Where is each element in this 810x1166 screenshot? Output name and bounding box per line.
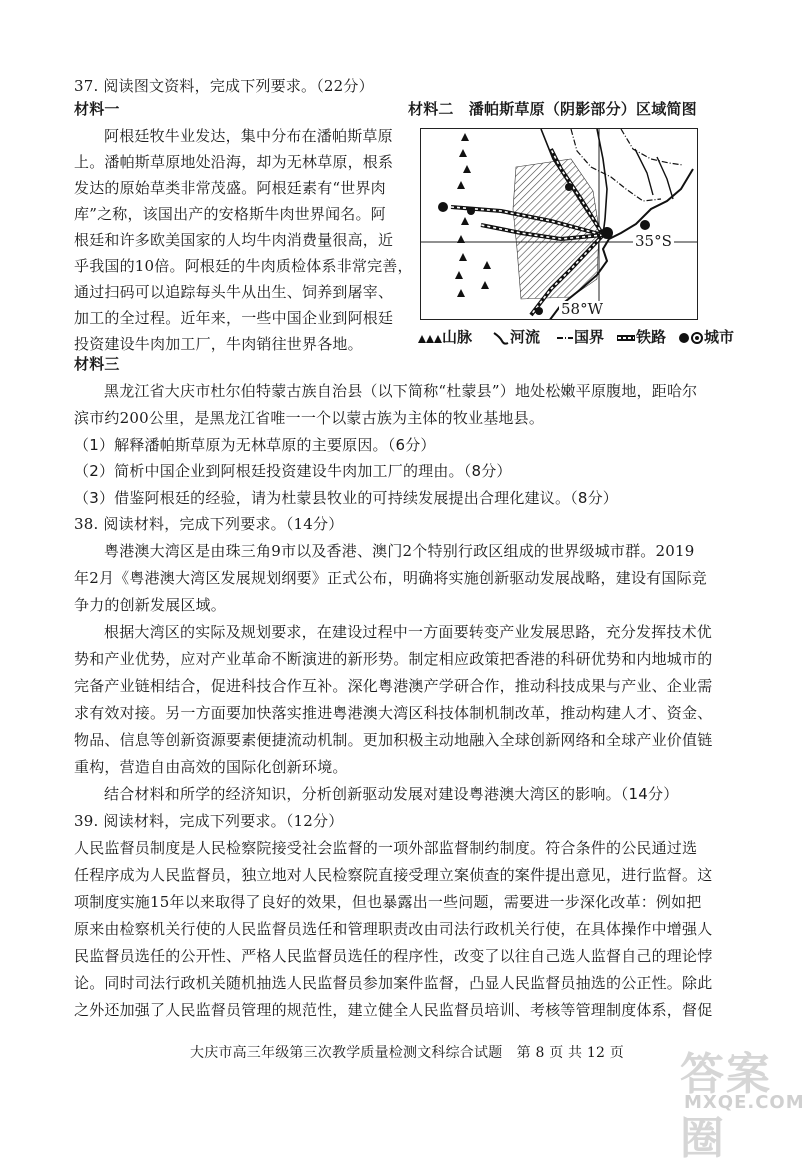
q39-line: 项制度实施15年以来取得了良好的效果，但也暴露出一些问题，需要进一步深化改革：例如把 bbox=[74, 893, 702, 911]
q38-title: 38. 阅读材料，完成下列要求。（14分） bbox=[74, 515, 344, 533]
q39-title: 39. 阅读材料，完成下列要求。（12分） bbox=[74, 812, 344, 830]
q38-line: 粤港澳大湾区是由珠三角9市以及香港、澳门2个特别行政区组成的世界级城市群。2019 bbox=[104, 542, 695, 560]
city-marker bbox=[467, 207, 475, 215]
q37-m1-line: 发达的原始草类非常茂盛。阿根廷素有“世界肉 bbox=[74, 179, 386, 197]
q38-line: 争力的创新发展区域。 bbox=[74, 596, 227, 614]
q38-ask: 结合材料和所学的经济知识，分析创新驱动发展对建设粤港澳大湾区的影响。（14分） bbox=[104, 785, 679, 803]
q37-m1-line: 乎我国的10倍。阿根廷的牛肉质检体系非常完善， bbox=[74, 257, 413, 275]
legend-border-label: 国界 bbox=[574, 328, 605, 346]
legend-mountain-label: 山脉 bbox=[442, 328, 473, 346]
watermark-text: 答案圈 bbox=[680, 1049, 772, 1164]
q38-line: 重构，营造自由高效的国际化创新环境。 bbox=[74, 758, 348, 776]
q38-line: 根据大湾区的实际及规划要求，在建设过程中一方面要转变产业发展思路，充分发挥技术优 bbox=[104, 623, 713, 641]
map-longitude-label: 58°W bbox=[561, 300, 604, 318]
city-marker bbox=[601, 227, 613, 239]
legend-rail-label: 铁路 bbox=[636, 328, 667, 346]
city-marker bbox=[438, 202, 448, 212]
q37-m1-line: 加工的全过程。近年来，一些中国企业到阿根廷 bbox=[74, 309, 394, 327]
q37-question: （1）解释潘帕斯草原为无林草原的主要原因。（6分） bbox=[74, 436, 436, 454]
q37-m1-line: 通过扫码可以追踪每头牛从出生、饲养到屠宰、 bbox=[74, 283, 394, 301]
pampas-map bbox=[420, 128, 698, 320]
railway-icon bbox=[616, 331, 636, 345]
legend-river bbox=[492, 326, 540, 348]
q37-m3-line: 滨市约200公里，是黑龙江省唯一一个以蒙古族为主体的牧业基地县。 bbox=[74, 409, 545, 427]
city-icon bbox=[678, 331, 704, 345]
border-line bbox=[621, 129, 683, 165]
q39-line: 任程序成为人民监督员，独立地对人民检察院直接受理立案侦查的案件提出意见，进行监督。这 bbox=[74, 866, 713, 884]
legend-river-label: 河流 bbox=[510, 328, 541, 346]
mountain-range bbox=[455, 133, 491, 297]
watermark-logo bbox=[676, 1036, 806, 1164]
q38-line: 求有效对接。另一方面要加快落实推进粤港澳大湾区科技体制机制改革，推动构建人才、资金、 bbox=[74, 704, 713, 722]
q39-line: 原来由检察机关行使的人民监督员选任和管理职责改由司法行政机关行使，在具体操作中增强人 bbox=[74, 920, 713, 938]
q37-m1-line: 阿根廷牧牛业发达，集中分布在潘帕斯草原 bbox=[104, 127, 393, 145]
q39-line: 民监督员选任的公开性、严格人民监督员选任的程序性，改变了以往自己选人监督自己的理论悖 bbox=[74, 947, 713, 965]
q38-line: 年2月《粤港澳大湾区发展规划纲要》正式公布，明确将实施创新驱动发展战略，建设有国际竞 bbox=[74, 569, 707, 587]
q38-line: 物品、信息等创新资源要素便捷流动机制。更加积极主动地融入全球创新网络和全球产业价值链 bbox=[74, 731, 713, 749]
q37-m1-line: 上。潘帕斯草原地处沿海，却为无林草原，根系 bbox=[74, 153, 394, 171]
map-latitude-label: 35°S bbox=[635, 232, 672, 250]
q37-title: 37. 阅读图文资料，完成下列要求。（22分） bbox=[74, 77, 374, 95]
mountain-icon bbox=[418, 331, 442, 345]
q39-line: 论。同时司法行政机关随机抽选人民监督员参加案件监督，凸显人民监督员抽选的公正性。除此 bbox=[74, 974, 713, 992]
q39-line: 人民监督员制度是人民检察院接受社会监督的一项外部监督制约制度。符合条件的公民通过选 bbox=[74, 839, 698, 857]
legend-rail bbox=[616, 326, 666, 348]
watermark-url: MXQE.COM bbox=[684, 1092, 805, 1113]
city-marker bbox=[565, 183, 573, 191]
q37-m1-line: 库”之称，该国出产的安格斯牛肉世界闻名。阿 bbox=[74, 205, 386, 223]
q39-line: 之外还加强了人民监督员管理的规范性，建立健全人民监督员培训、考核等管理制度体系，督促 bbox=[74, 1001, 713, 1019]
q37-question: （3）借鉴阿根廷的经验，请为杜蒙县牧业的可持续发展提出合理化建议。（8分） bbox=[74, 489, 618, 507]
q37-m1-line: 投资建设牛肉加工厂，牛肉销往世界各地。 bbox=[74, 335, 363, 353]
legend-mountain bbox=[418, 326, 472, 348]
border-icon bbox=[556, 331, 574, 345]
legend-border bbox=[556, 326, 604, 348]
map-legend bbox=[418, 326, 735, 348]
river bbox=[635, 149, 653, 195]
q37-material3-label: 材料三 bbox=[74, 355, 120, 373]
legend-city-label: 城市 bbox=[704, 328, 735, 346]
q37-material1-label: 材料一 bbox=[74, 100, 120, 118]
q37-m1-line: 根廷和许多欧美国家的人均牛肉消费量很高，近 bbox=[74, 231, 394, 249]
q38-line: 势和产业优势，应对产业革命不断演进的新形势。制定相应政策把香港的科研优势和内地城市的 bbox=[74, 650, 713, 668]
q37-m3-line: 黑龙江省大庆市杜尔伯特蒙古族自治县（以下简称“杜蒙县”）地处松嫩平原腹地，距哈尔 bbox=[104, 382, 698, 400]
q38-line: 完备产业链相结合，促进科技合作互补。深化粤港澳产学研合作，推动科技成果与产业、企业需 bbox=[74, 677, 713, 695]
city-marker bbox=[535, 307, 543, 315]
page-footer: 大庆市高三年级第三次教学质量检测文科综合试题 第 8 页 共 12 页 bbox=[190, 1045, 624, 1061]
q37-question: （2）简析中国企业到阿根廷投资建设牛肉加工厂的理由。（8分） bbox=[74, 462, 512, 480]
legend-city bbox=[678, 326, 734, 348]
city-marker bbox=[640, 220, 650, 230]
q37-material2-label: 材料二 潘帕斯草原（阴影部分）区域简图 bbox=[408, 100, 697, 118]
river-icon bbox=[492, 331, 510, 345]
map-graphic bbox=[421, 129, 698, 320]
